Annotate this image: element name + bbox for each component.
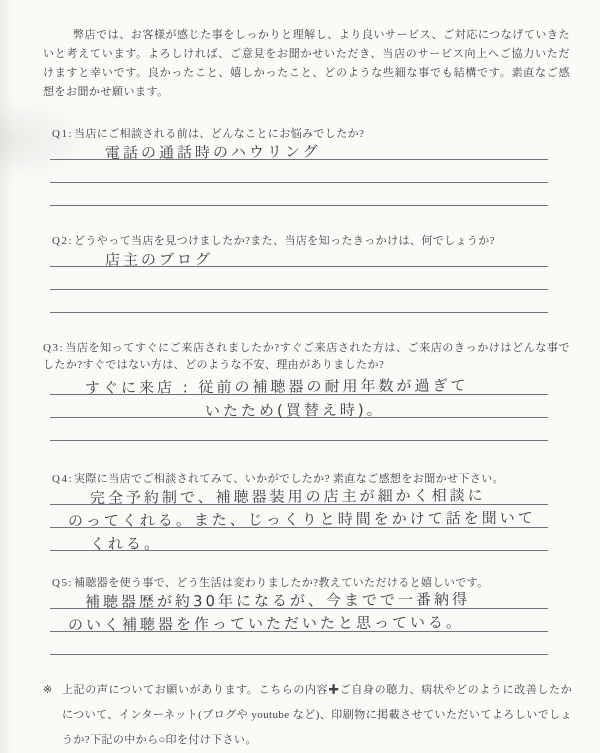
question-text bbox=[43, 340, 570, 374]
question-body: 当店にご相談される前は、どんなことにお悩みでしたか? bbox=[74, 128, 365, 140]
note-marker-icon: ※ bbox=[43, 684, 53, 696]
handwritten-answer: のいく補聴器を作っていただいたと思っている。 bbox=[67, 613, 464, 634]
answer-line bbox=[50, 290, 548, 313]
question-q1 bbox=[52, 126, 570, 206]
handwritten-answer: のってくれる。また、じっくりと時間をかけて話を聞いて bbox=[67, 508, 536, 530]
answer-line bbox=[50, 160, 548, 183]
answer-line bbox=[50, 609, 548, 632]
question-q5 bbox=[52, 575, 570, 655]
question-q4 bbox=[52, 471, 570, 551]
handwritten-answer: くれる。 bbox=[89, 534, 163, 553]
answer-line bbox=[50, 395, 548, 421]
handwritten-answer: すぐに来店 : 従前の補聴器の耐用年数が過ぎて bbox=[84, 376, 469, 398]
intro-paragraph: 弊店では、お客様が感じた事をしっかりと理解し、より良いサービス、ご対応につなげていきたいと考えています。よろしければ、ご意見をお聞かせいただき、当店のサービス向上へご協力いただけますと幸いです。良かったこと、嬉しかったこと、どのような些細な事でも結構です。素直なご感想をお聞かせ願います。 bbox=[43, 29, 570, 98]
answer-line bbox=[50, 486, 548, 508]
footer-note bbox=[43, 678, 572, 753]
question-body: 補聴器を使う事で、どう生活は変わりましたか?教えていただけると嬉しいです。 bbox=[74, 577, 489, 589]
answer-line bbox=[50, 142, 548, 163]
question-label: Q2: bbox=[52, 235, 73, 247]
handwritten-answer: 電話の通話時のハウリング bbox=[104, 142, 321, 163]
question-q3 bbox=[43, 340, 570, 441]
answer-line bbox=[50, 374, 548, 398]
answer-line bbox=[50, 183, 548, 206]
handwritten-answer: 補聴器歴が約30年になるが、今までで一番納得 bbox=[84, 590, 471, 611]
footer-note-text: 上記の声についてお願いがあります。こちらの内容✚ご自身の聴力、病状やどのように改善したかについて、インターネット(ブログや youtube など)、印刷物に掲載させていただいてよろしいでしょうか?下記の中から○印を付け下さい。 bbox=[62, 684, 572, 746]
question-label: Q3: bbox=[43, 342, 64, 354]
answer-line bbox=[50, 592, 548, 609]
question-label: Q1: bbox=[52, 128, 73, 140]
handwritten-answer: いたため(買替え時)。 bbox=[204, 400, 385, 421]
question-label: Q5: bbox=[52, 577, 73, 589]
answer-line bbox=[50, 267, 548, 290]
question-label: Q4: bbox=[52, 473, 73, 485]
question-body: どうやって当店を見つけましたか?また、当店を知ったきっかけは、何でしょうか? bbox=[74, 235, 495, 247]
question-text bbox=[52, 233, 570, 250]
answer-line bbox=[50, 528, 548, 551]
answer-line bbox=[50, 505, 548, 528]
questionnaire-sheet bbox=[0, 26, 600, 746]
answer-line bbox=[50, 250, 548, 270]
handwritten-answer: 完全予約制で、補聴器装用の店主が細かく相談に bbox=[89, 486, 486, 508]
answer-line bbox=[50, 632, 548, 655]
question-body: 当店を知ってすぐにご来店されましたか?すぐご来店された方は、ご来店のきっかけはどんな事でしたか?すぐではない方は、どのような不安、理由がありましたか? bbox=[43, 342, 570, 371]
handwritten-answer: 店主のブログ bbox=[104, 250, 214, 270]
question-q2 bbox=[52, 233, 570, 313]
question-body: 実際に当店でご相談されてみて、いかがでしたか? 素直なご感想をお聞かせ下さい。 bbox=[74, 473, 505, 485]
answer-line bbox=[50, 418, 548, 441]
